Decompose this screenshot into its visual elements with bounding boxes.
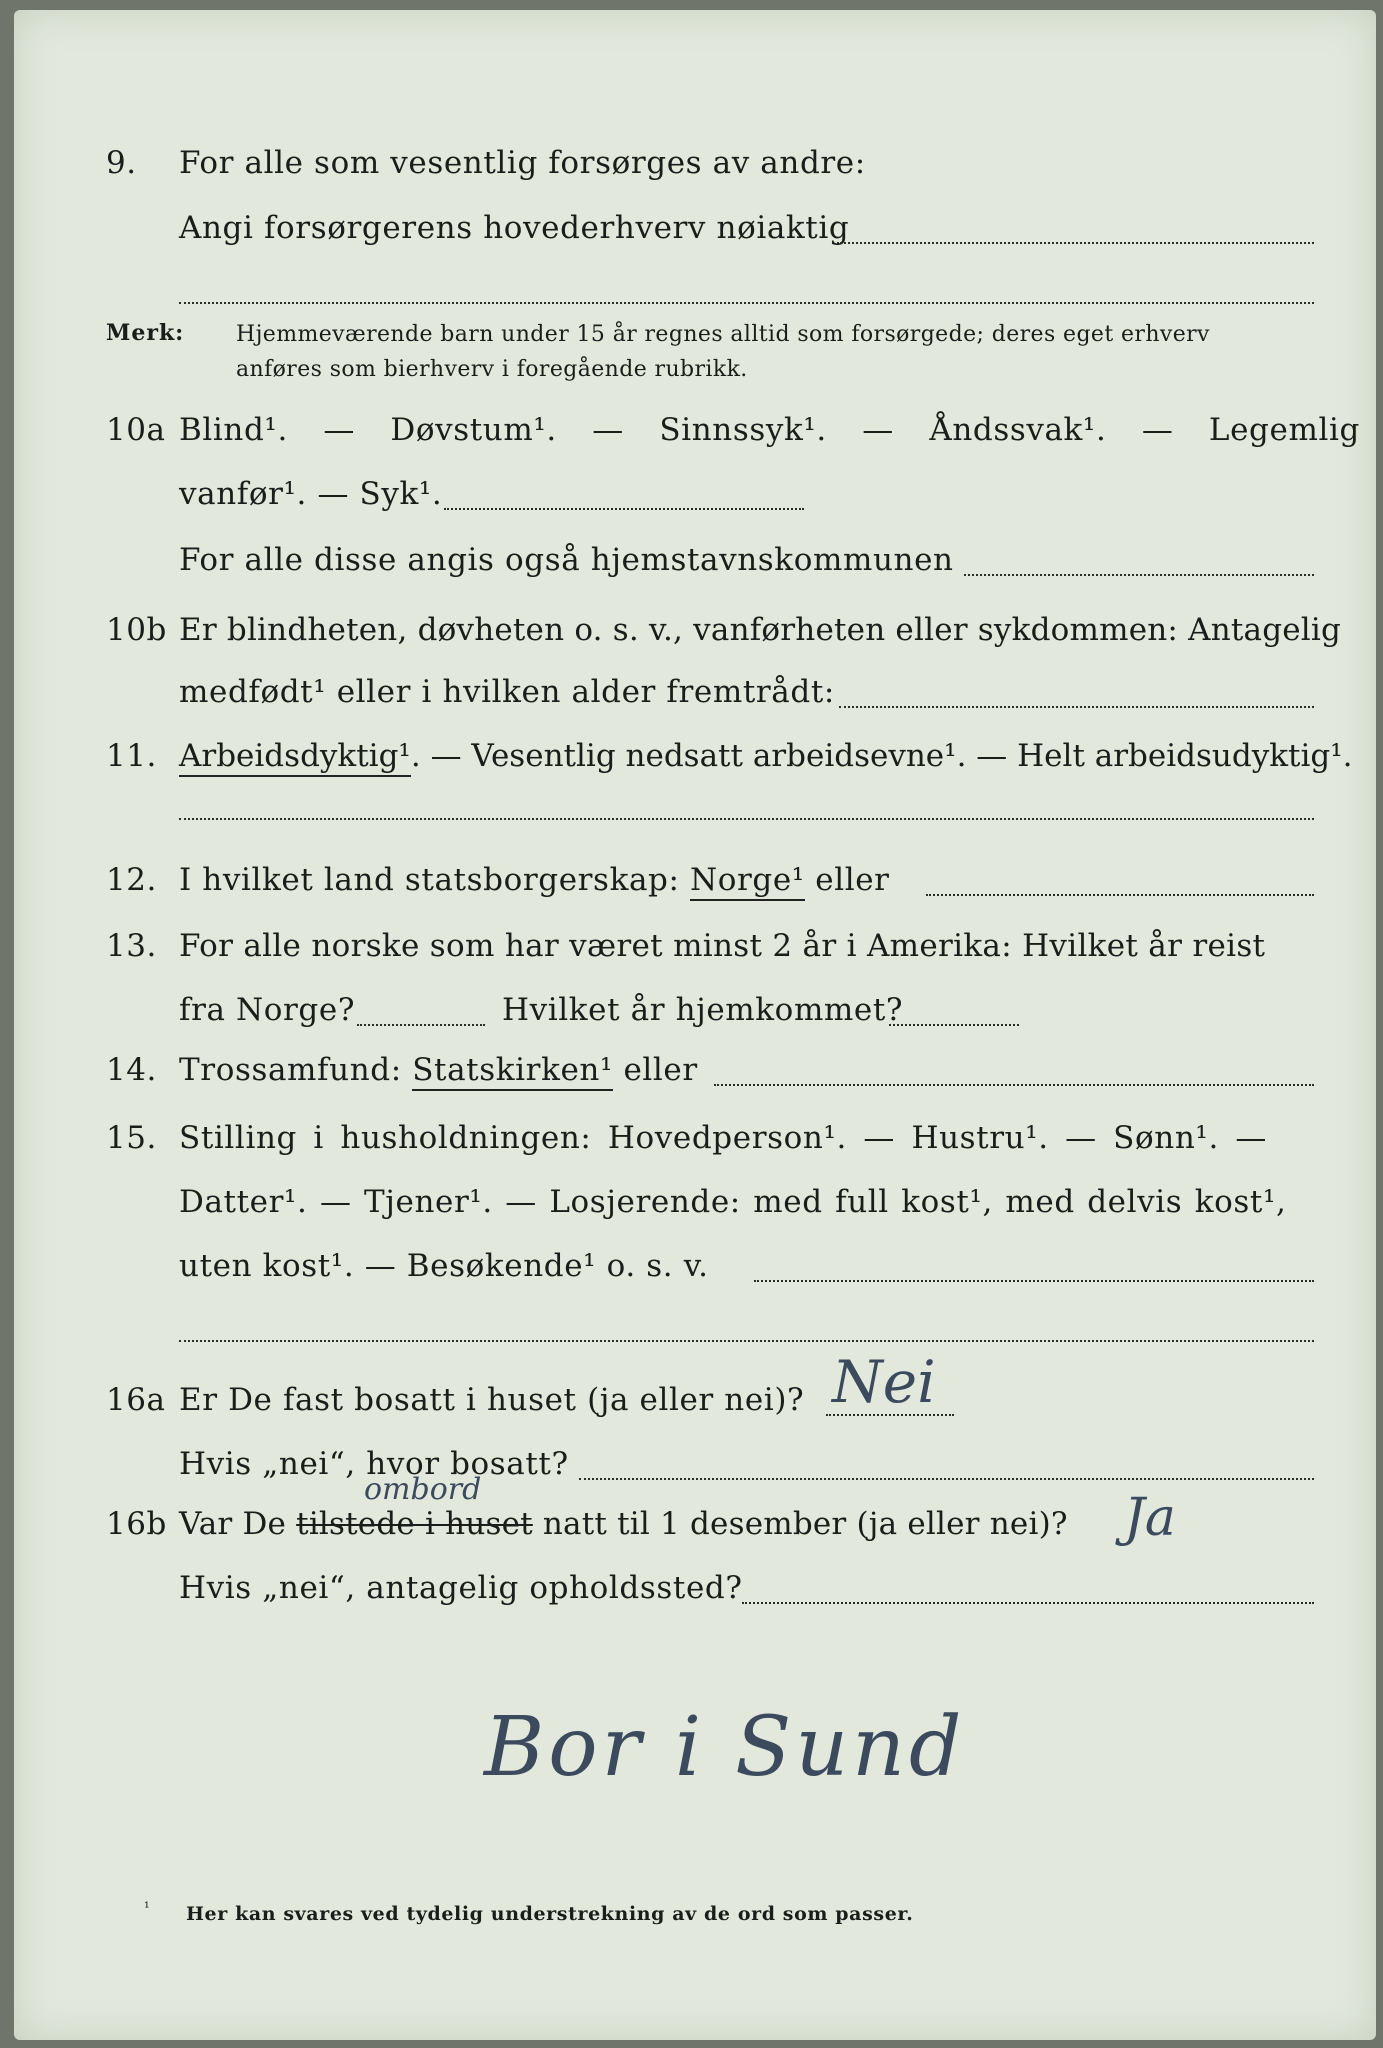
q9-answer-line [837, 242, 1314, 244]
q14-line: Trossamfund: Statskirken¹ eller [179, 1052, 698, 1088]
merk-label: Merk: [106, 320, 185, 346]
q13-line-2b: Hvilket år hjemkommet? [502, 992, 904, 1028]
q16b-answer-line [742, 1602, 1314, 1604]
q10a-line-3: For alle disse angis også hjemstavnskommunen [179, 542, 954, 578]
q13-line-1: For alle norske som har været minst 2 år i Amerika: Hvilket år reist [179, 928, 1266, 964]
item-number-12: 12. [106, 862, 157, 898]
q16b-struck-text: tilstede i huset [296, 1506, 533, 1542]
q12-line: I hvilket land statsborgerskap: Norge¹ eller [179, 862, 890, 898]
merk-line-1: Hjemmeværende barn under 15 år regnes alltid som forsørgede; deres eget erhverv [236, 322, 1210, 347]
q16a-line-2: Hvis „nei“, hvor bosatt? [179, 1446, 569, 1482]
item-number-10a: 10a [106, 412, 166, 448]
handwritten-ombord: ombord [364, 1472, 482, 1507]
q9-answer-line-2 [179, 302, 1314, 304]
item-number-15: 15. [106, 1120, 157, 1156]
q15-line-2: Datter¹. — Tjener¹. — Losjerende: med full kost¹, med delvis kost¹, [179, 1184, 1287, 1220]
item-number-16b: 16b [106, 1506, 167, 1542]
merk-line-2: anføres som bierhverv i foregående rubrikk. [236, 357, 748, 382]
q13-answer-line-2 [889, 1024, 1019, 1026]
q16a-line-1: Er De fast bosatt i huset (ja eller nei)? [179, 1382, 805, 1418]
q16b-line-1: Var De tilstede i huset natt til 1 desember (ja eller nei)? [179, 1506, 1068, 1542]
q15-answer-line [754, 1280, 1314, 1282]
handwritten-ja: Ja [1124, 1488, 1176, 1548]
handwritten-nei: Nei [832, 1348, 936, 1416]
q10a-line-2: vanfør¹. — Syk¹. [179, 476, 443, 512]
q13-line-2a: fra Norge? [179, 992, 356, 1028]
q11-line [179, 738, 1353, 774]
q13-answer-line-1 [357, 1024, 485, 1026]
q10b-line-2: medfødt¹ eller i hvilken alder fremtrådt: [179, 674, 835, 710]
item-number-9: 9. [106, 145, 137, 181]
q9-line-1: For alle som vesentlig forsørges av andre: [179, 145, 866, 181]
item-number-13: 13. [106, 928, 157, 964]
q10b-line-1: Er blindheten, døvheten o. s. v., vanførheten eller sykdommen: Antagelig [179, 612, 1342, 648]
q14-option-statskirken: Statskirken¹ [412, 1052, 613, 1091]
q11-rest: . — Vesentlig nedsatt arbeidsevne¹. — Helt arbeidsudyktig¹. [410, 738, 1353, 774]
item-number-11: 11. [106, 738, 157, 774]
item-number-10b: 10b [106, 612, 167, 648]
q16b-line-2: Hvis „nei“, antagelig opholdssted? [179, 1570, 743, 1606]
item-number-14: 14. [106, 1052, 157, 1088]
q11-option-arbeidsdyktig: Arbeidsdyktig¹ [179, 738, 411, 777]
q10b-answer-line [839, 706, 1314, 708]
q9-line-2: Angi forsørgerens hovederhverv nøiaktig [179, 210, 850, 246]
footnote-marker: ¹ [144, 1900, 150, 1916]
q10a-answer-line [444, 508, 804, 510]
q12-option-norge: Norge¹ [690, 862, 805, 901]
q14-answer-line [714, 1084, 1314, 1086]
q10a-answer-line-2 [964, 574, 1314, 576]
q12-answer-line [926, 894, 1314, 896]
q15-line-1: Stilling i husholdningen: Hovedperson¹. — Hustru¹. — Sønn¹. — [179, 1120, 1267, 1156]
q11-answer-line [179, 818, 1314, 820]
item-number-16a: 16a [106, 1382, 166, 1418]
q15-answer-line-2 [179, 1340, 1314, 1342]
census-form-page [14, 10, 1376, 2040]
q15-line-3: uten kost¹. — Besøkende¹ o. s. v. [179, 1248, 709, 1284]
footnote-text: Her kan svares ved tydelig understrekning av de ord som passer. [186, 1903, 914, 1925]
q10a-line-1: Blind¹. — Døvstum¹. — Sinnssyk¹. — Åndssvak¹. — Legemlig [179, 412, 1360, 448]
handwritten-note: Bor i Sund [484, 1700, 966, 1795]
q16a-answer-line-2 [579, 1478, 1314, 1480]
